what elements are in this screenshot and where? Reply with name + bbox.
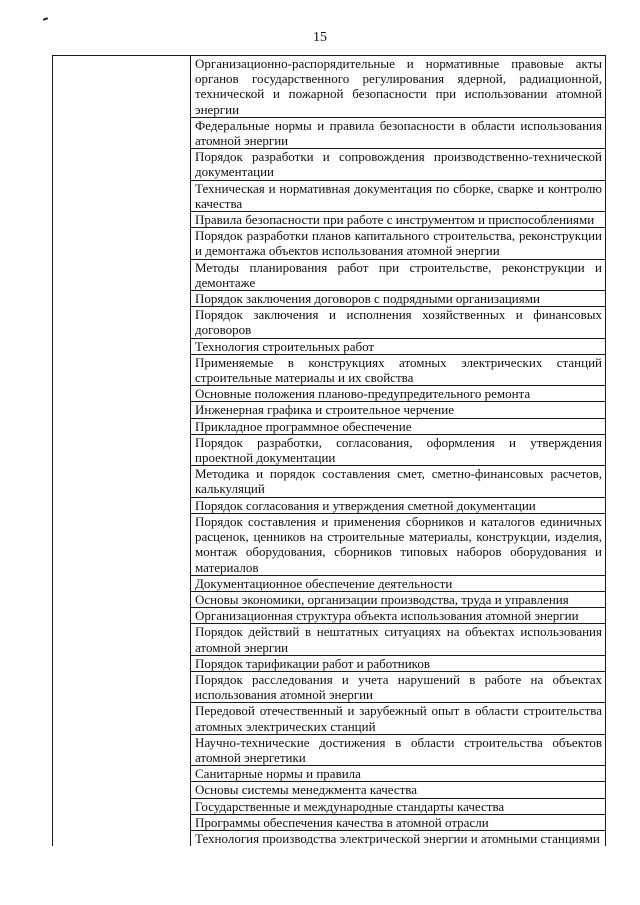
requirements-table-body	[53, 56, 606, 847]
table-cell: Санитарные нормы и правила	[191, 766, 606, 782]
page-number: 15	[313, 30, 327, 45]
table-cell: Техническая и нормативная документация по сборке, сварке и контролю качества	[191, 180, 606, 211]
table-cell: Порядок действий в нештатных ситуациях на объектах использования атомной энергии	[191, 624, 606, 655]
table-cell: Прикладное программное обеспечение	[191, 418, 606, 434]
table-cell: Порядок разработки, согласования, оформления и утверждения проектной документации	[191, 434, 606, 465]
table-cell: Порядок разработки планов капитального строительства, реконструкции и демонтажа объектов использования атомной энергии	[191, 228, 606, 259]
table-cell: Основы системы менеджмента качества	[191, 782, 606, 798]
table-cell: Порядок разработки и сопровождения производственно-технической документации	[191, 149, 606, 180]
table-cell: Технология производства электрической энергии и атомными станциями	[191, 830, 606, 846]
table-cell: Организационная структура объекта использования атомной энергии	[191, 608, 606, 624]
table-cell: Порядок составления и применения сборников и каталогов единичных расценок, ценников на строительные материалы, конструкции, изделия, монтаж оборудования, сборников типовых наборов оборудования и материалов	[191, 513, 606, 575]
table-cell: Порядок тарификации работ и работников	[191, 655, 606, 671]
table-cell: Порядок заключения договоров с подрядными организациями	[191, 291, 606, 307]
table-cell: Документационное обеспечение деятельности	[191, 575, 606, 591]
scan-mark	[43, 17, 48, 21]
table-cell: Инженерная графика и строительное черчение	[191, 402, 606, 418]
table-cell: Передовой отечественный и зарубежный опыт в области строительства атомных электрических станций	[191, 703, 606, 734]
table-cell: Применяемые в конструкциях атомных электрических станций строительные материалы и их свойства	[191, 354, 606, 385]
table-cell: Научно-технические достижения в области строительства объектов атомной энергетики	[191, 734, 606, 765]
table-cell: Порядок заключения и исполнения хозяйственных и финансовых договоров	[191, 307, 606, 338]
table-cell: Федеральные нормы и правила безопасности в области использования атомной энергии	[191, 117, 606, 148]
requirements-table	[52, 55, 606, 846]
table-cell: Методика и порядок составления смет, сметно-финансовых расчетов, калькуляций	[191, 466, 606, 497]
table-row	[53, 56, 606, 118]
table-cell: Основные положения планово-предупредительного ремонта	[191, 386, 606, 402]
table-cell: Методы планирования работ при строительстве, реконструкции и демонтаже	[191, 259, 606, 290]
table-cell: Государственные и международные стандарты качества	[191, 798, 606, 814]
table-cell: Порядок расследования и учета нарушений в работе на объектах использования атомной энергии	[191, 671, 606, 702]
table-cell: Правила безопасности при работе с инструментом и приспособлениями	[191, 212, 606, 228]
table-cell: Основы экономики, организации производства, труда и управления	[191, 591, 606, 607]
empty-left-column	[53, 56, 191, 847]
table-cell: Порядок согласования и утверждения сметной документации	[191, 497, 606, 513]
table-cell: Организационно-распорядительные и нормативные правовые акты органов государственного регулирования ядерной, радиационной, технической и пожарной безопасности при использовании атомной энергии	[191, 56, 606, 118]
table-cell: Технология строительных работ	[191, 338, 606, 354]
table-cell: Программы обеспечения качества в атомной отрасли	[191, 814, 606, 830]
